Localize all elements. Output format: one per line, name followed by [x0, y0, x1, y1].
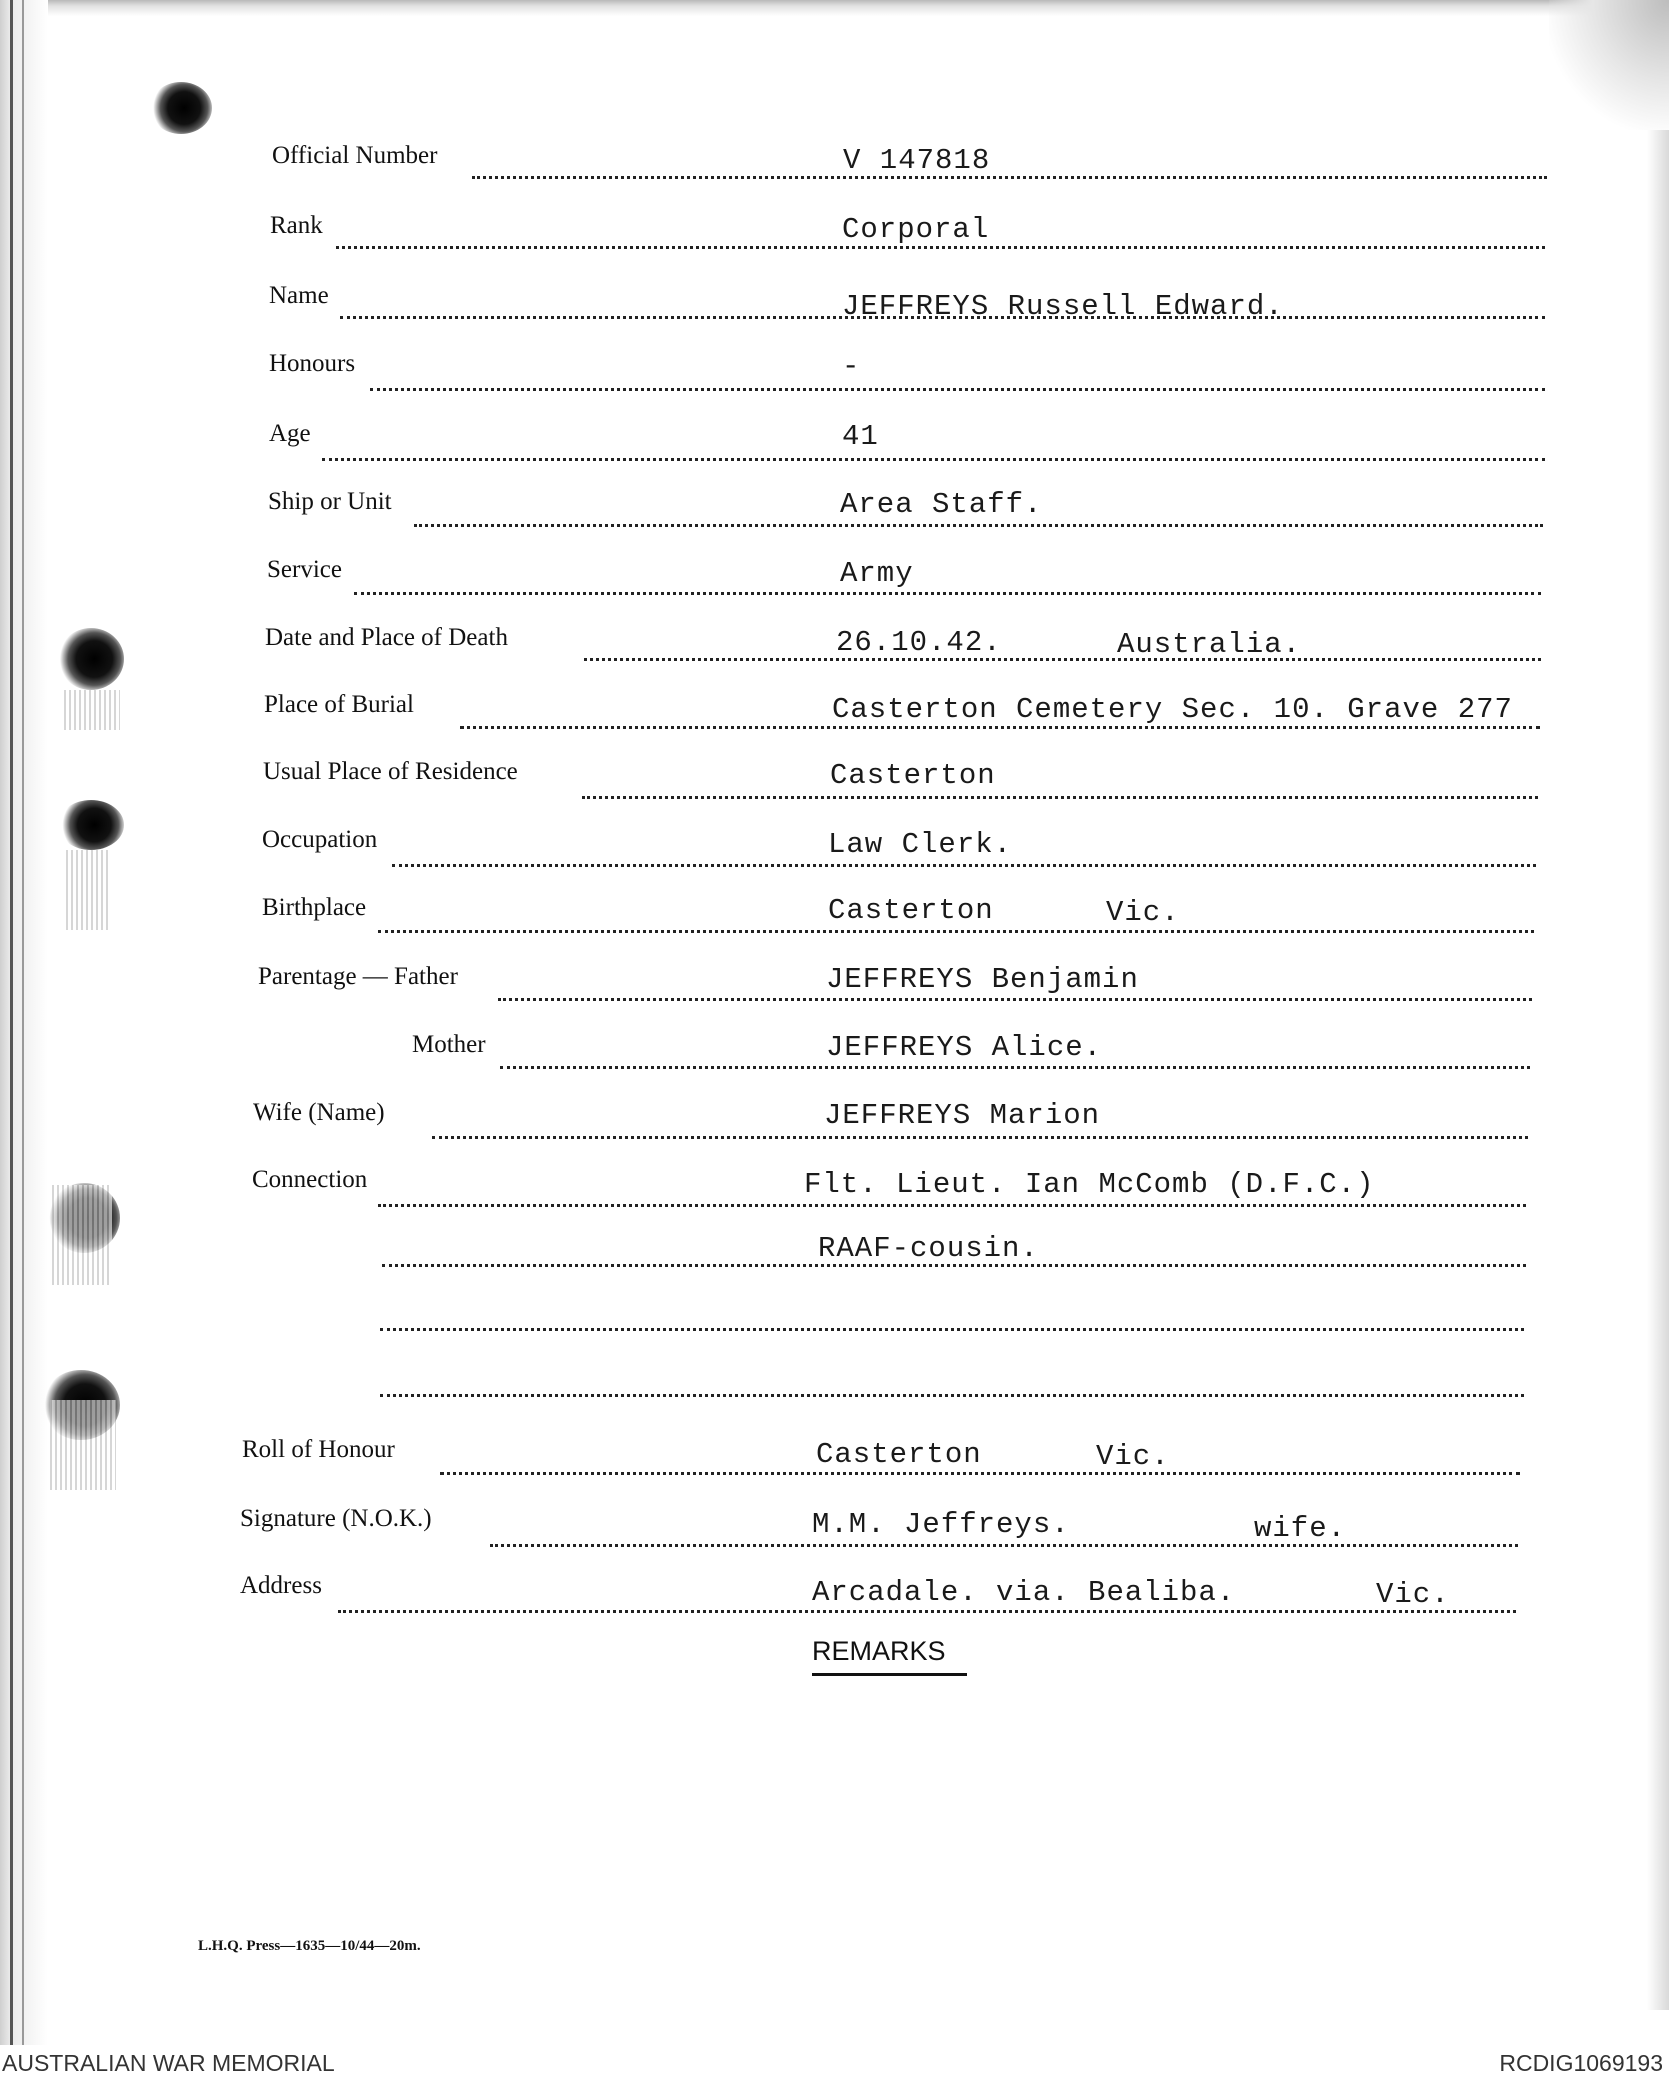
- field-dots-service: [354, 592, 1541, 595]
- field-dots-rank: [336, 246, 1545, 249]
- field-value-mother: JEFFREYS Alice.: [826, 1031, 1103, 1064]
- field-dots-age: [322, 458, 1545, 461]
- field-value-signature-relation: wife.: [1254, 1512, 1347, 1545]
- field-dots-birthplace: [378, 930, 1534, 933]
- field-label-usual-residence: Usual Place of Residence: [263, 758, 518, 785]
- punch-hole-2: [58, 628, 124, 690]
- field-dots-signature: [490, 1544, 1518, 1547]
- field-dots-usual-residence: [582, 796, 1538, 799]
- footer-archive-name: AUSTRALIAN WAR MEMORIAL: [2, 2050, 335, 2076]
- field-dots-connection: [378, 1204, 1526, 1207]
- field-dots-occupation: [392, 864, 1536, 867]
- punch-hole-3: [58, 800, 124, 850]
- punch-hole-3-shadow: [66, 850, 110, 930]
- field-label-age: Age: [269, 420, 311, 447]
- field-label-signature: Signature (N.O.K.): [240, 1505, 432, 1532]
- field-dots-address: [338, 1610, 1516, 1613]
- scan-corner-shadow: [1549, 0, 1669, 130]
- field-label-official-number: Official Number: [272, 142, 438, 169]
- field-dots-roll-of-honour: [440, 1472, 1520, 1475]
- field-value-birthplace: Casterton: [828, 894, 994, 927]
- field-dots-place-of-burial: [460, 726, 1540, 729]
- field-label-wife: Wife (Name): [253, 1099, 385, 1126]
- field-value-date-of-death: 26.10.42.: [836, 626, 1002, 659]
- field-dots-ship-or-unit: [414, 524, 1543, 527]
- field-dots-honours: [370, 388, 1545, 391]
- punch-hole-2-shadow: [64, 690, 120, 730]
- remarks-underline: [812, 1673, 967, 1676]
- press-mark: L.H.Q. Press—1635—10/44—20m.: [198, 1938, 421, 1954]
- field-value-age: 41: [842, 420, 879, 453]
- punch-hole-1: [150, 82, 212, 134]
- field-label-service: Service: [267, 556, 342, 583]
- field-value-roll-of-honour: Casterton: [816, 1438, 982, 1471]
- field-value-ship-or-unit: Area Staff.: [840, 488, 1043, 521]
- field-value-usual-residence: Casterton: [830, 759, 996, 792]
- footer-record-id: RCDIG1069193: [1499, 2050, 1663, 2076]
- punch-hole-4-shadow: [52, 1185, 112, 1285]
- field-value-address-state: Vic.: [1376, 1578, 1450, 1611]
- field-label-birthplace: Birthplace: [262, 894, 367, 921]
- field-dots-wife: [432, 1136, 1528, 1139]
- field-dots-blank-line-2: [380, 1394, 1524, 1397]
- field-label-father: Parentage — Father: [258, 963, 458, 990]
- field-value-place-of-burial: Casterton Cemetery Sec. 10. Grave 277: [832, 693, 1513, 726]
- field-value-official-number: V 147818: [843, 144, 991, 177]
- field-value-name: JEFFREYS Russell Edward.: [842, 290, 1284, 323]
- field-value-signature: M.M. Jeffreys.: [812, 1508, 1070, 1541]
- scan-edge-top: [0, 0, 1669, 16]
- scan-edge-left: [0, 0, 48, 2045]
- field-dots-father: [498, 998, 1532, 1001]
- field-value-connection-line-2: RAAF-cousin.: [818, 1232, 1039, 1265]
- field-value-place-of-death: Australia.: [1117, 628, 1302, 661]
- field-label-place-of-burial: Place of Burial: [264, 691, 414, 718]
- field-value-father: JEFFREYS Benjamin: [826, 963, 1139, 996]
- remarks-heading: REMARKS: [812, 1636, 946, 1666]
- field-value-connection: Flt. Lieut. Ian McComb (D.F.C.): [804, 1168, 1375, 1201]
- field-dots-blank-line-1: [380, 1328, 1524, 1331]
- field-label-address: Address: [240, 1572, 322, 1599]
- field-value-roll-of-honour-state: Vic.: [1096, 1440, 1170, 1473]
- field-label-occupation: Occupation: [262, 826, 378, 853]
- field-label-date-place-death: Date and Place of Death: [265, 624, 508, 651]
- field-dots-date-place-death: [584, 658, 1541, 661]
- field-value-birthplace-state: Vic.: [1106, 896, 1180, 929]
- field-label-honours: Honours: [269, 350, 356, 377]
- field-label-connection: Connection: [252, 1166, 368, 1193]
- field-label-roll-of-honour: Roll of Honour: [242, 1436, 395, 1463]
- field-label-name: Name: [269, 282, 329, 309]
- field-value-address: Arcadale. via. Bealiba.: [812, 1576, 1236, 1609]
- field-dots-official-number: [472, 176, 1547, 179]
- field-value-wife: JEFFREYS Marion: [824, 1099, 1101, 1132]
- field-label-mother: Mother: [412, 1031, 486, 1058]
- field-dots-mother: [500, 1066, 1530, 1069]
- punch-hole-5-shadow: [50, 1400, 116, 1490]
- field-value-occupation: Law Clerk.: [828, 828, 1013, 861]
- field-value-honours: -: [842, 350, 861, 383]
- field-label-ship-or-unit: Ship or Unit: [268, 488, 392, 515]
- scan-edge-right: [1647, 130, 1669, 2010]
- field-label-rank: Rank: [270, 212, 323, 239]
- field-value-rank: Corporal: [842, 213, 990, 246]
- field-value-service: Army: [840, 557, 914, 590]
